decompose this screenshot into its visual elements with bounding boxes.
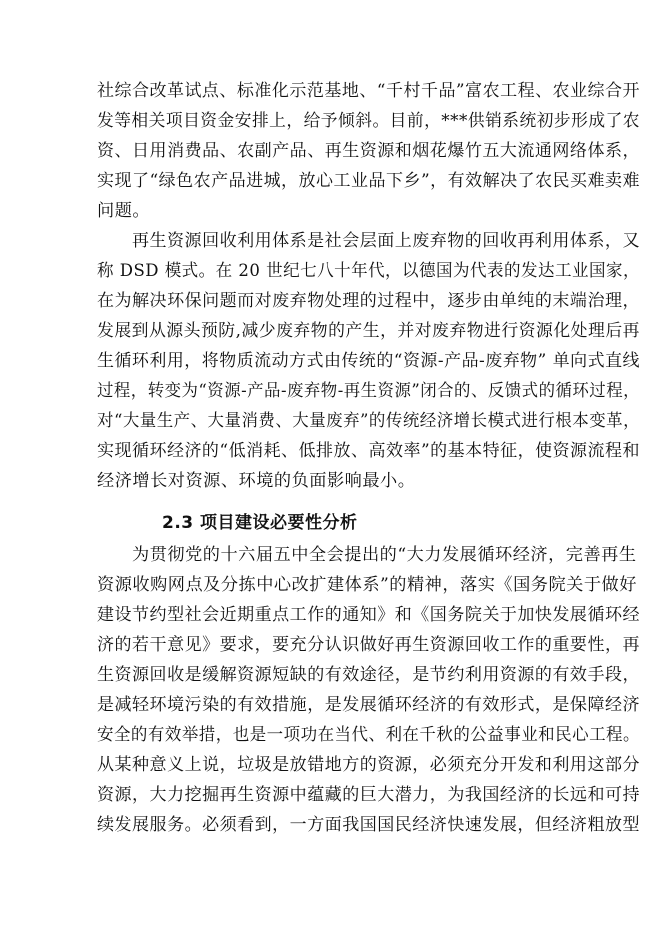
text-line: 安全的有效举措，也是一项功在当代、利在千秋的公益事业和民心工程。 bbox=[97, 725, 640, 745]
text-line: 发等相关项目资金安排上，给予倾斜。目前，***供销系统初步形成了农 bbox=[97, 111, 641, 131]
text-line: 经济增长对资源、环境的负面影响最小。 bbox=[97, 471, 416, 491]
text-line: 资、日用消费品、农副产品、再生资源和烟花爆竹五大流通网络体系， bbox=[97, 141, 641, 161]
text-line: 社综合改革试点、标准化示范基地、“千村千品”富农工程、农业综合开 bbox=[97, 81, 640, 101]
text-line: 在为解决环保问题而对废弃物处理的过程中，逐步由单纯的末端治理， bbox=[97, 291, 641, 311]
text-line: 再生资源回收利用体系是社会层面上废弃物的回收再利用体系，又 bbox=[132, 231, 640, 251]
text-line: 发展到从源头预防,减少废弃物的产生，并对废弃物进行资源化处理后再 bbox=[97, 321, 640, 341]
text-line: 建设节约型社会近期重点工作的通知》和《国务院关于加快发展循环经 bbox=[97, 605, 641, 625]
text-line: 对“大量生产、大量消费、大量废弃”的传统经济增长模式进行根本变革， bbox=[97, 411, 641, 431]
text-line: 问题。 bbox=[97, 201, 151, 221]
text-line: 实现了“绿色农产品进城，放心工业品下乡”，有效解决了农民买难卖难 bbox=[97, 171, 640, 191]
text-line: 是减轻环境污染的有效措施，是发展循环经济的有效形式，是保障经济 bbox=[97, 695, 641, 715]
text-line: 实现循环经济的“低消耗、低排放、高效率”的基本特征，使资源流程和 bbox=[97, 441, 640, 461]
text-line: 济的若干意见》要求，要充分认识做好再生资源回收工作的重要性，再 bbox=[97, 635, 641, 655]
text-line: 从某种意义上说，垃圾是放错地方的资源，必须充分开发和利用这部分 bbox=[97, 755, 641, 775]
text-line: 为贯彻党的十六届五中全会提出的“大力发展循环经济，完善再生 bbox=[132, 545, 637, 565]
text-line: 续发展服务。必须看到，一方面我国国民经济快速发展，但经济粗放型 bbox=[97, 815, 641, 835]
text-line: 资源，大力挖掘再生资源中蕴藏的巨大潜力，为我国经济的长远和可持 bbox=[97, 785, 641, 805]
text-line: 称 DSD 模式。在 20 世纪七八十年代，以德国为代表的发达工业国家， bbox=[97, 261, 640, 281]
text-line: 生循环利用，将物质流动方式由传统的“资源-产品-废弃物” 单向式直线 bbox=[97, 351, 640, 371]
section-heading: 2.3 项目建设必要性分析 bbox=[162, 513, 358, 533]
text-line: 资源收购网点及分拣中心改扩建体系”的精神，落实《国务院关于做好 bbox=[97, 575, 637, 595]
text-line: 生资源回收是缓解资源短缺的有效途径，是节约利用资源的有效手段， bbox=[97, 665, 641, 685]
text-line: 过程，转变为“资源-产品-废弃物-再生资源”闭合的、反馈式的循环过程， bbox=[97, 381, 641, 401]
